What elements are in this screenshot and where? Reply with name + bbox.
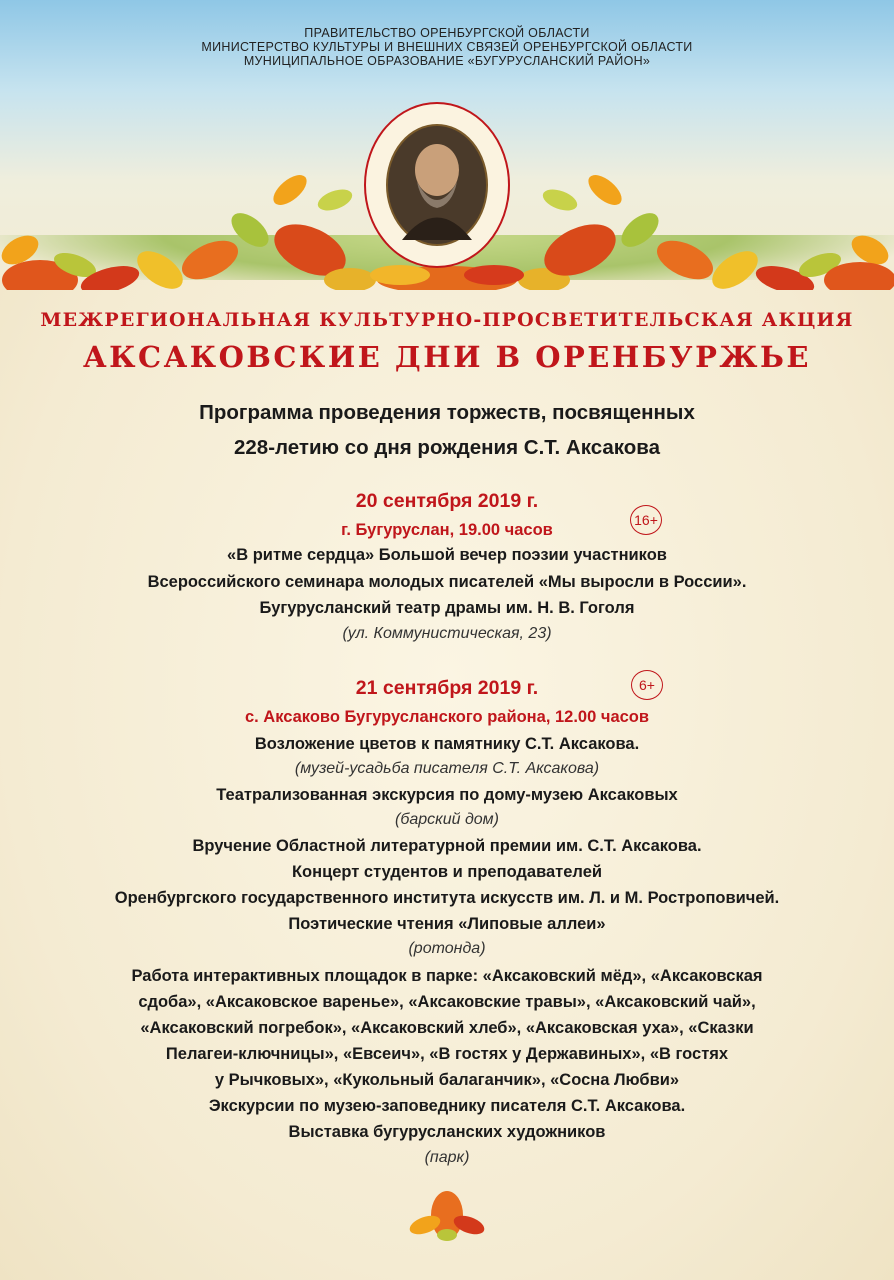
program-line-2: 228-летию со дня рождения С.Т. Аксакова <box>234 436 660 459</box>
day2-line-8: сдоба», «Аксаковское варенье», «Аксаковские травы», «Аксаковский чай», <box>138 993 756 1011</box>
event-title: АКСАКОВСКИЕ ДНИ В ОРЕНБУРЖЬЕ <box>83 340 811 374</box>
day2-line-4: Концерт студентов и преподавателей <box>291 863 603 881</box>
event-subtitle: МЕЖРЕГИОНАЛЬНАЯ КУЛЬТУРНО-ПРОСВЕТИТЕЛЬСКАЯ АКЦИЯ <box>40 309 854 331</box>
day1-line-1: «В ритме сердца» Большой вечер поэзии участников <box>227 546 667 564</box>
age-rating-badge-6: 6+ <box>631 670 663 700</box>
gov-line-3: МУНИЦИПАЛЬНОЕ ОБРАЗОВАНИЕ «БУГУРУСЛАНСКИЙ РАЙОН» <box>243 54 651 68</box>
day2-line-2: Театрализованная экскурсия по дому-музею Аксаковых <box>216 786 678 804</box>
day2-line-11: у Рычковых», «Кукольный балаганчик», «Сосна Любви» <box>214 1071 680 1089</box>
day2-note-4: (парк) <box>424 1149 470 1166</box>
day2-line-5: Оренбургского государственного института искусств им. Л. и М. Ростроповичей. <box>114 889 780 907</box>
day2-line-12: Экскурсии по музею-заповеднику писателя С.Т. Аксакова. <box>208 1097 686 1115</box>
gov-line-1: ПРАВИТЕЛЬСТВО ОРЕНБУРГСКОЙ ОБЛАСТИ <box>304 26 590 40</box>
day2-line-10: Пелагеи-ключницы», «Евсеич», «В гостях у Державиных», «В гостях <box>165 1045 729 1063</box>
day1-date: 20 сентября 2019 г. <box>355 490 539 512</box>
day2-line-7: Работа интерактивных площадок в парке: «Аксаковский мёд», «Аксаковская <box>131 967 763 985</box>
day2-line-6: Поэтические чтения «Липовые аллеи» <box>288 915 606 933</box>
day2-place: с. Аксаково Бугурусланского района, 12.00 часов <box>244 708 650 726</box>
age-rating-badge-16: 16+ <box>630 505 662 535</box>
gov-line-2: МИНИСТЕРСТВО КУЛЬТУРЫ И ВНЕШНИХ СВЯЗЕЙ ОРЕНБУРГСКОЙ ОБЛАСТИ <box>201 40 693 54</box>
day2-note-3: (ротонда) <box>408 940 486 957</box>
leaf-ornament-icon <box>400 1185 494 1245</box>
day1-address: (ул. Коммунистическая, 23) <box>342 625 552 642</box>
day2-line-1: Возложение цветов к памятнику С.Т. Аксакова. <box>254 735 640 753</box>
day2-date: 21 сентября 2019 г. <box>355 677 539 699</box>
day2-note-2: (барский дом) <box>395 811 499 828</box>
day1-line-2: Всероссийского семинара молодых писателей «Мы выросли в России». <box>147 573 747 591</box>
day2-note-1: (музей-усадьба писателя С.Т. Аксакова) <box>294 760 600 777</box>
day2-line-3: Вручение Областной литературной премии им. С.Т. Аксакова. <box>192 837 702 855</box>
aksakov-portrait-medallion <box>362 100 512 270</box>
day2-line-13: Выставка бугурусланских художников <box>288 1123 606 1141</box>
program-line-1: Программа проведения торжеств, посвященных <box>199 401 695 424</box>
day2-line-9: «Аксаковский погребок», «Аксаковский хлеб», «Аксаковская уха», «Сказки <box>140 1019 754 1037</box>
day1-place: г. Бугуруслан, 19.00 часов <box>341 521 553 539</box>
day1-line-3: Бугурусланский театр драмы им. Н. В. Гоголя <box>259 599 635 617</box>
